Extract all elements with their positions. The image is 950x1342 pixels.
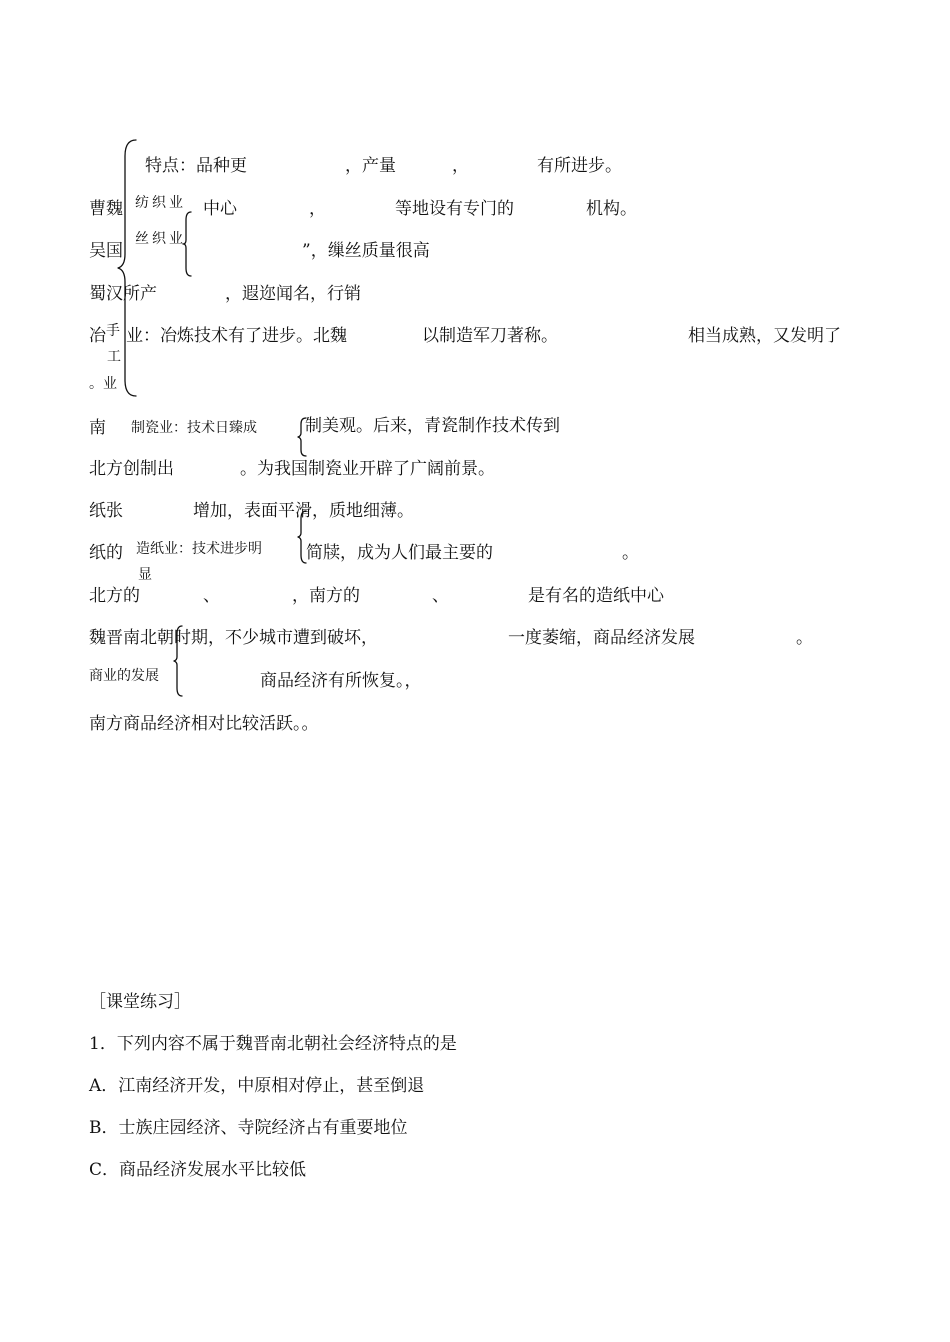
metallurgy-knife: 以制造军刀著称。 (422, 326, 558, 346)
commerce-label: 商业的发展 (89, 668, 159, 684)
features-progress: 有所进步。 (537, 156, 622, 176)
paper-sep2: 、 (432, 586, 449, 606)
wu-prefix: 吴国 (89, 241, 123, 261)
textile-agency-end: 机构。 (586, 199, 637, 219)
paper-sep1: 、 (203, 586, 220, 606)
porcelain-label: 制瓷业：技术日臻成 (131, 420, 257, 436)
features-output: ，产量 (345, 156, 396, 176)
commerce-brace (172, 624, 186, 698)
porcelain-north-end: 。为我国制瓷业开辟了广阔前景。 (240, 459, 495, 479)
porcelain-beauty: 制美观。后来，青瓷制作技术传到 (305, 416, 560, 436)
features-label: 特点：品种更 (145, 156, 247, 176)
paper-period: 。 (622, 543, 639, 563)
paper-center: 是有名的造纸中心 (528, 586, 664, 606)
paper-label: 造纸业：技术进步明 (136, 541, 262, 557)
paper-south: ，南方的 (292, 586, 360, 606)
paper-prefix: 纸的 (89, 543, 123, 563)
commerce-line1-start: 魏晋南北朝时期，不少城市遭到破坏， (89, 628, 378, 648)
cao-wei-prefix: 曹魏 (89, 199, 123, 219)
commerce-line1-end: 。 (796, 628, 813, 648)
textile-agency: 等地设有专门的 (395, 199, 514, 219)
paper-increase: 增加，表面平滑，质地细薄。 (193, 501, 414, 521)
metallurgy-prefix: 冶 (89, 326, 106, 346)
textile-label: 纺织业 (135, 195, 186, 211)
commerce-line3: 南方商品经济相对比较活跃。。 (89, 714, 319, 734)
commerce-line2: 商品经济有所恢复。， (260, 671, 422, 691)
features-comma: ， (452, 156, 469, 176)
paper-zhizhang: 纸张 (89, 501, 123, 521)
handicraft-label-char-1: 手 (106, 323, 120, 339)
commerce-line1-mid: 一度萎缩，商品经济发展 (508, 628, 695, 648)
exercise-option-c: C．商品经济发展水平比较低 (89, 1160, 307, 1180)
textile-comma: ， (309, 199, 326, 219)
shu-prefix: 蜀汉所产 (89, 284, 157, 304)
porcelain-north: 北方创制出 (89, 459, 174, 479)
metallurgy-mature: 相当成熟，又发明了 (688, 326, 841, 346)
handicraft-label-char-2: 工 (107, 349, 121, 365)
shu-fame: ，遐迩闻名，行销 (225, 284, 361, 304)
paper-north: 北方的 (89, 586, 140, 606)
exercise-question: 1．下列内容不属于魏晋南北朝社会经济特点的是 (89, 1034, 457, 1054)
exercise-title: ［课堂练习］ (89, 992, 191, 1012)
metallurgy-text: 业：冶炼技术有了进步。北魏 (126, 326, 347, 346)
exercise-option-a: A．江南经济开发，中原相对停止，甚至倒退 (89, 1076, 425, 1096)
textile-center: 中心 (203, 199, 237, 219)
exercise-option-b: B．士族庄园经济、寺院经济占有重要地位 (89, 1118, 408, 1138)
paper-label-end: 显 (138, 567, 152, 583)
wu-quality: ”，缫丝质量很高 (302, 241, 430, 261)
paper-replace: 简牍，成为人们最主要的 (306, 543, 493, 563)
handicraft-label-char-3: 。业 (89, 376, 117, 392)
porcelain-prefix: 南 (89, 418, 106, 438)
silk-label: 丝织业 (135, 231, 186, 247)
